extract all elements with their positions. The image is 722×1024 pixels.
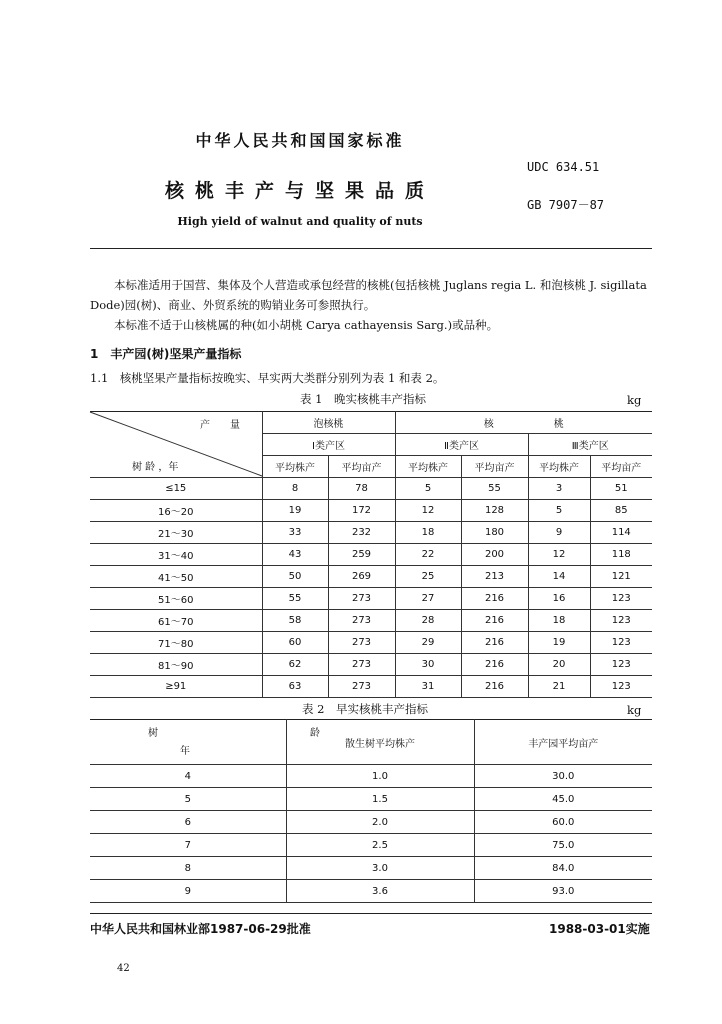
yield-value-cell: 19 [262, 500, 328, 522]
tree-age-cell: 31～40 [90, 544, 262, 566]
header-zone-3: Ⅲ类产区 [528, 434, 652, 456]
table1-caption: 表 1 晚实核桃丰产指标 [300, 392, 426, 406]
national-standard-heading: 中华人民共和国国家标准 [195, 131, 405, 150]
corner-label-yield: 产 量 [200, 420, 240, 431]
header-orchard-yield-per-mu: 丰产园平均亩产 [474, 720, 652, 765]
mu-yield-cell: 30.0 [474, 765, 652, 788]
yield-value-cell: 12 [528, 544, 590, 566]
yield-value-cell: 9 [528, 522, 590, 544]
tree-age-cell: 71～80 [90, 632, 262, 654]
table-row [90, 610, 652, 632]
tree-age-cell: 51～60 [90, 588, 262, 610]
table-row [90, 632, 652, 654]
mu-yield-cell: 60.0 [474, 811, 652, 834]
mu-yield-cell: 84.0 [474, 857, 652, 880]
yield-value-cell: 78 [328, 478, 395, 500]
header-group-walnut: 核 桃 [395, 412, 652, 434]
yield-value-cell: 273 [328, 632, 395, 654]
tree-age-cell: 81～90 [90, 654, 262, 676]
header-per-tree: 平均株产 [528, 456, 590, 478]
yield-value-cell: 123 [590, 588, 652, 610]
yield-value-cell: 123 [590, 676, 652, 698]
header-per-mu: 平均亩产 [590, 456, 652, 478]
yield-value-cell: 62 [262, 654, 328, 676]
tree-age-cell: 4 [90, 765, 286, 788]
table-row [90, 857, 652, 880]
yield-value-cell: 12 [395, 500, 461, 522]
table-row [90, 522, 652, 544]
table2-unit: kg [627, 703, 642, 717]
mu-yield-cell: 93.0 [474, 880, 652, 903]
yield-value-cell: 200 [461, 544, 528, 566]
yield-value-cell: 27 [395, 588, 461, 610]
table-row [90, 788, 652, 811]
yield-value-cell: 232 [328, 522, 395, 544]
yield-value-cell: 121 [590, 566, 652, 588]
yield-value-cell: 55 [461, 478, 528, 500]
effective-date: 1988-03-01实施 [549, 922, 650, 936]
header-group-pao-walnut: 泡核桃 [262, 412, 395, 434]
intro-text [90, 275, 652, 335]
yield-value-cell: 216 [461, 654, 528, 676]
header-per-tree: 平均株产 [262, 456, 328, 478]
tree-age-cell: 6 [90, 811, 286, 834]
table-row [90, 811, 652, 834]
yield-value-cell: 8 [262, 478, 328, 500]
yield-value-cell: 123 [590, 610, 652, 632]
yield-value-cell: 22 [395, 544, 461, 566]
table2-early-fruiting-walnut [90, 719, 652, 903]
tree-yield-cell: 2.5 [286, 834, 474, 857]
table-row [90, 834, 652, 857]
yield-value-cell: 216 [461, 588, 528, 610]
table-row [90, 500, 652, 522]
table2-corner-cell [90, 720, 364, 765]
yield-value-cell: 14 [528, 566, 590, 588]
yield-value-cell: 25 [395, 566, 461, 588]
yield-value-cell: 172 [328, 500, 395, 522]
yield-value-cell: 29 [395, 632, 461, 654]
yield-value-cell: 58 [262, 610, 328, 632]
yield-value-cell: 273 [328, 654, 395, 676]
header-scattered-tree-yield: 散生树平均株产 [286, 720, 474, 765]
yield-value-cell: 18 [528, 610, 590, 632]
tree-yield-cell: 1.0 [286, 765, 474, 788]
tree-age-cell: 7 [90, 834, 286, 857]
corner-label-tree-age: 树 龄 [148, 728, 364, 739]
tree-yield-cell: 1.5 [286, 788, 474, 811]
approval-line: 中华人民共和国林业部1987-06-29批准 [90, 922, 311, 936]
yield-value-cell: 5 [528, 500, 590, 522]
table-row [90, 588, 652, 610]
tree-yield-cell: 3.0 [286, 857, 474, 880]
tree-age-cell: 41～50 [90, 566, 262, 588]
yield-value-cell: 50 [262, 566, 328, 588]
tree-age-cell: 61～70 [90, 610, 262, 632]
tree-age-cell: ≥91 [90, 676, 262, 698]
tree-age-cell: 5 [90, 788, 286, 811]
tree-age-cell: 8 [90, 857, 286, 880]
yield-value-cell: 16 [528, 588, 590, 610]
table2-caption: 表 2 早实核桃丰产指标 [302, 702, 428, 716]
yield-value-cell: 30 [395, 654, 461, 676]
header-per-mu: 平均亩产 [461, 456, 528, 478]
yield-value-cell: 55 [262, 588, 328, 610]
yield-value-cell: 123 [590, 654, 652, 676]
yield-value-cell: 123 [590, 632, 652, 654]
yield-value-cell: 273 [328, 676, 395, 698]
header-divider [90, 248, 652, 249]
table1-unit: kg [627, 393, 642, 407]
gb-number: GB 7907－87 [527, 198, 605, 212]
tree-age-cell: ≤15 [90, 478, 262, 500]
yield-value-cell: 31 [395, 676, 461, 698]
table-row [90, 566, 652, 588]
yield-value-cell: 21 [528, 676, 590, 698]
tree-age-cell: 21～30 [90, 522, 262, 544]
page-number: 42 [117, 963, 130, 974]
yield-value-cell: 20 [528, 654, 590, 676]
header-per-mu: 平均亩产 [328, 456, 395, 478]
yield-value-cell: 19 [528, 632, 590, 654]
yield-value-cell: 259 [328, 544, 395, 566]
yield-value-cell: 213 [461, 566, 528, 588]
intro-paragraph-1: 本标准适用于国营、集体及个人营造或承包经营的核桃(包括核桃 Juglans regia L. 和泡核桃 J. sigillata Dode)园(树)、商业、外贸系统的购销业务可参照执行。 [90, 278, 647, 312]
header-zone-1: Ⅰ类产区 [262, 434, 395, 456]
footer-divider [90, 913, 652, 914]
table-row [90, 676, 652, 698]
yield-value-cell: 5 [395, 478, 461, 500]
table-row [90, 765, 652, 788]
table-row [90, 478, 652, 500]
yield-value-cell: 85 [590, 500, 652, 522]
yield-value-cell: 273 [328, 610, 395, 632]
udc-code: UDC 634.51 [527, 160, 600, 174]
table1-corner-cell [90, 412, 262, 478]
header-zone-2: Ⅱ类产区 [395, 434, 528, 456]
yield-value-cell: 118 [590, 544, 652, 566]
tree-age-cell: 9 [90, 880, 286, 903]
table-row [90, 880, 652, 903]
section-1-heading: 1 丰产园(树)坚果产量指标 [90, 347, 242, 361]
table-row [90, 544, 652, 566]
tree-age-cell: 16～20 [90, 500, 262, 522]
yield-value-cell: 273 [328, 588, 395, 610]
yield-value-cell: 60 [262, 632, 328, 654]
yield-value-cell: 33 [262, 522, 328, 544]
tree-yield-cell: 3.6 [286, 880, 474, 903]
yield-value-cell: 114 [590, 522, 652, 544]
document-title-en: High yield of walnut and quality of nuts [177, 215, 423, 228]
yield-value-cell: 43 [262, 544, 328, 566]
yield-value-cell: 63 [262, 676, 328, 698]
item-1-1-text: 1.1 核桃坚果产量指标按晚实、早实两大类群分别列为表 1 和表 2。 [90, 371, 445, 385]
yield-value-cell: 3 [528, 478, 590, 500]
yield-value-cell: 216 [461, 676, 528, 698]
intro-paragraph-2: 本标准不适于山核桃属的种(如小胡桃 Carya cathayensis Sarg.)或品种。 [114, 318, 499, 332]
yield-value-cell: 128 [461, 500, 528, 522]
yield-value-cell: 18 [395, 522, 461, 544]
table-row [90, 654, 652, 676]
header-per-tree: 平均株产 [395, 456, 461, 478]
mu-yield-cell: 45.0 [474, 788, 652, 811]
corner-label-year: 年 [180, 746, 190, 757]
yield-value-cell: 216 [461, 632, 528, 654]
yield-value-cell: 180 [461, 522, 528, 544]
yield-value-cell: 51 [590, 478, 652, 500]
table1-late-fruiting-walnut [90, 411, 652, 698]
yield-value-cell: 216 [461, 610, 528, 632]
document-title-cn: 核桃丰产与坚果品质 [164, 180, 435, 202]
yield-value-cell: 28 [395, 610, 461, 632]
yield-value-cell: 269 [328, 566, 395, 588]
mu-yield-cell: 75.0 [474, 834, 652, 857]
corner-label-tree-age: 树 龄 ，年 [132, 462, 179, 473]
tree-yield-cell: 2.0 [286, 811, 474, 834]
